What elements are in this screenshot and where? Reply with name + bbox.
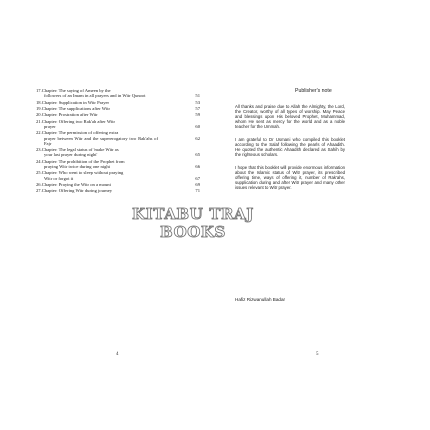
toc-entry-continuation: prayer — [44, 123, 56, 129]
toc-entry-title: 20.Chapter: Prostration after Witr — [36, 112, 98, 118]
toc-entry-continuation: praying Witr twice during one night — [44, 163, 110, 169]
toc-entry-page: 57 — [195, 105, 200, 111]
toc-entry — [36, 119, 200, 129]
toc-entry-page: 60 — [195, 123, 200, 129]
table-of-contents — [36, 88, 200, 195]
toc-entry-page: 67 — [195, 175, 200, 181]
toc-entry — [36, 188, 200, 193]
toc-entry-page: 59 — [195, 112, 200, 118]
toc-entry — [36, 112, 200, 117]
toc-entry-title: 19.Chapter: The supplications after Witr — [36, 105, 111, 111]
toc-entry — [36, 147, 200, 157]
toc-entry-title: 24.Chapter: The prohibition of the Prophet from — [36, 158, 125, 164]
toc-entry-title: 18.Chapter: Supplication in Witr Prayer — [36, 99, 110, 105]
toc-entry-title: 22.Chapter: The permission of offering extra — [36, 130, 119, 136]
toc-entry-page: 53 — [195, 99, 200, 105]
toc-entry-continuation: prayer between Witr and the supererogatory two Rak'ahs of Fajr — [44, 135, 158, 146]
signature: Hafiz Rizwanullah Badar — [235, 297, 286, 302]
toc-entry-continuation: Witr or forgot it — [44, 175, 74, 181]
toc-entry-page: 65 — [195, 152, 200, 158]
toc-entry — [36, 182, 200, 187]
toc-entry-page: 71 — [195, 188, 200, 194]
toc-entry-page: 69 — [195, 181, 200, 187]
toc-entry-page: 66 — [195, 163, 200, 169]
paragraph: All thanks and praise due to Allah the Almighty, the Lord, the Creator, worthy of all types of worship. May Peace and blessings upon His beloved Prophet, Muhammad, whom He sent as mercy for the world and as a noble teacher for the Ummah. — [235, 104, 345, 129]
publishers-note-body — [235, 104, 345, 198]
toc-entry-title: 25.Chapter: Who went to sleep without praying — [36, 170, 124, 176]
toc-entry — [36, 106, 200, 111]
toc-entry-title: 21.Chapter: Offering two Rak'ah after Witr — [36, 118, 116, 124]
toc-entry-continuation: your last prayer during night' — [44, 152, 98, 158]
watermark-text: KITABU TRAJ BOOKS — [132, 205, 254, 241]
toc-entry-title: 27.Chapter: Offering Witr during journey — [36, 188, 113, 194]
toc-entry-continuation: followers of an Imam in all prayers and in Witr Qunoot — [44, 93, 146, 99]
page-number: 5 — [316, 352, 319, 357]
toc-entry-title: 23.Chapter: The legal status of 'make Witr as — [36, 147, 119, 153]
toc-entry — [36, 159, 200, 169]
toc-entry-page: 62 — [195, 135, 200, 141]
toc-entry — [36, 100, 200, 105]
publishers-note-title: Publisher's note — [295, 88, 332, 94]
toc-entry — [36, 130, 200, 146]
page-number: 4 — [116, 352, 119, 357]
toc-entry-page: 51 — [195, 93, 200, 99]
paragraph: I am grateful to Dr Usmani who compiled this booklet according to the Salaf following the pearls of Ahaadith. He quoted the authentic Ahaadith declared as Sahih by the righteous scholars. — [235, 137, 345, 157]
toc-entry — [36, 88, 200, 98]
toc-entry — [36, 170, 200, 180]
toc-entry-title: 17.Chapter: The saying of Ameen by the — [36, 88, 111, 93]
toc-entry-title: 26.Chapter: Praying the Witr on a mount — [36, 181, 111, 187]
paragraph: I hope that this booklet will provide enormous information about the Islamic status of Witr prayer, its prescribed offering time, ways of offering it, number of Rak'ahs, supplication during and after Witr prayer and many other issues relevant to Witr prayer. — [235, 165, 345, 190]
